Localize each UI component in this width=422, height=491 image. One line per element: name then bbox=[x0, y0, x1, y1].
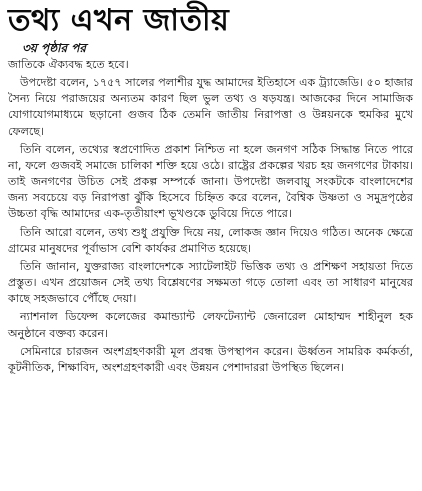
paragraph-4: তিনি আরো বলেন, তথ্য শুধু প্রযুক্তি দিয়ে নয়, লোকজ জ্ঞান দিয়েও গঠিত। অনেক ক্ষেত্রে গ্রামের মানুষদের পূর্বাভাস বেশি কার্যকর প্রমাণিত হয়েছে। bbox=[8, 225, 413, 255]
article-body bbox=[8, 57, 413, 376]
paragraph-7: সেমিনারে চারজন অংশগ্রহণকারী মূল প্রবন্ধ উপস্থাপন করেন। ঊর্ধ্বতন সামরিক কর্মকর্তা, কূটনীতিক, শিক্ষাবিদ, অংশগ্রহণকারী এবং উন্নয়ন পেশাদাররা উপস্থিত ছিলেন। bbox=[8, 344, 413, 374]
paragraph-6: ন্যাশনাল ডিফেন্স কলেজের কমান্ড্যান্ট লেফটেন্যান্ট জেনারেল মোহাম্মদ শাহীনুল হক অনুষ্ঠানে বক্তব্য করেন। bbox=[8, 310, 413, 340]
paragraph-3: তিনি বলেন, তথ্যের স্বপ্রণোদিত প্রকাশ নিশ্চিত না হলে জনগণ সঠিক সিদ্ধান্ত নিতে পারে না, ফলে গুজবই সমাজে চালিকা শক্তি হয়ে ওঠে। রাষ্ট্রের প্রকল্পের খরচ হয় জনগণের টাকায়। তাই জনগণের উচিত সেই প্রকল্প সম্পর্কে জানা। উপদেষ্টা জলবায়ু সংকটকে বাংলাদেশের জন্য সবচেয়ে বড় নিরাপত্তা ঝুঁকি হিসেবে চিহ্নিত করে বলেন, বৈশ্বিক উষ্ণতা ও সমুদ্রপৃষ্ঠের উচ্চতা বৃদ্ধি আমাদের এক-তৃতীয়াংশ ভূখণ্ডকে ডুবিয়ে দিতে পারে। bbox=[8, 142, 413, 221]
paragraph-1: জাতিকে ঐক্যবদ্ধ হতে হবে। bbox=[8, 58, 129, 71]
paragraph-2: উপদেষ্টা বলেন, ১৭৫৭ সালের পলাশীর যুদ্ধ আমাদের ইতিহাসে এক ট্র্যাজেডি। ৫০ হাজার সৈন্য নিয়ে পরাজয়ের অন্যতম কারণ ছিল ভুল তথ্য ও ষড়যন্ত্র। আজকের দিনে সামাজিক যোগাযোগমাধ্যমে ছড়ানো গুজব ঠিক তেমনি জাতীয় নিরাপত্তা ও উন্নয়নকে হুমকির মুখে ফেলছে। bbox=[8, 76, 413, 138]
paragraph-5: তিনি জানান, যুক্তরাজ্য বাংলাদেশকে স্যাটেলাইট ভিত্তিক তথ্য ও প্রশিক্ষণ সহায়তা দিতে প্রস্তুত। এখন প্রয়োজন সেই তথ্য বিশ্লেষণের সক্ষমতা গড়ে তোলা এবং তা সাধারণ মানুষের কাছে সহজভাবে পৌঁছে দেয়া। bbox=[8, 259, 413, 306]
continued-from-line: ৩য় পৃষ্ঠার পর bbox=[22, 41, 87, 55]
headline: তথ্য এখন জাতীয় bbox=[8, 3, 230, 38]
